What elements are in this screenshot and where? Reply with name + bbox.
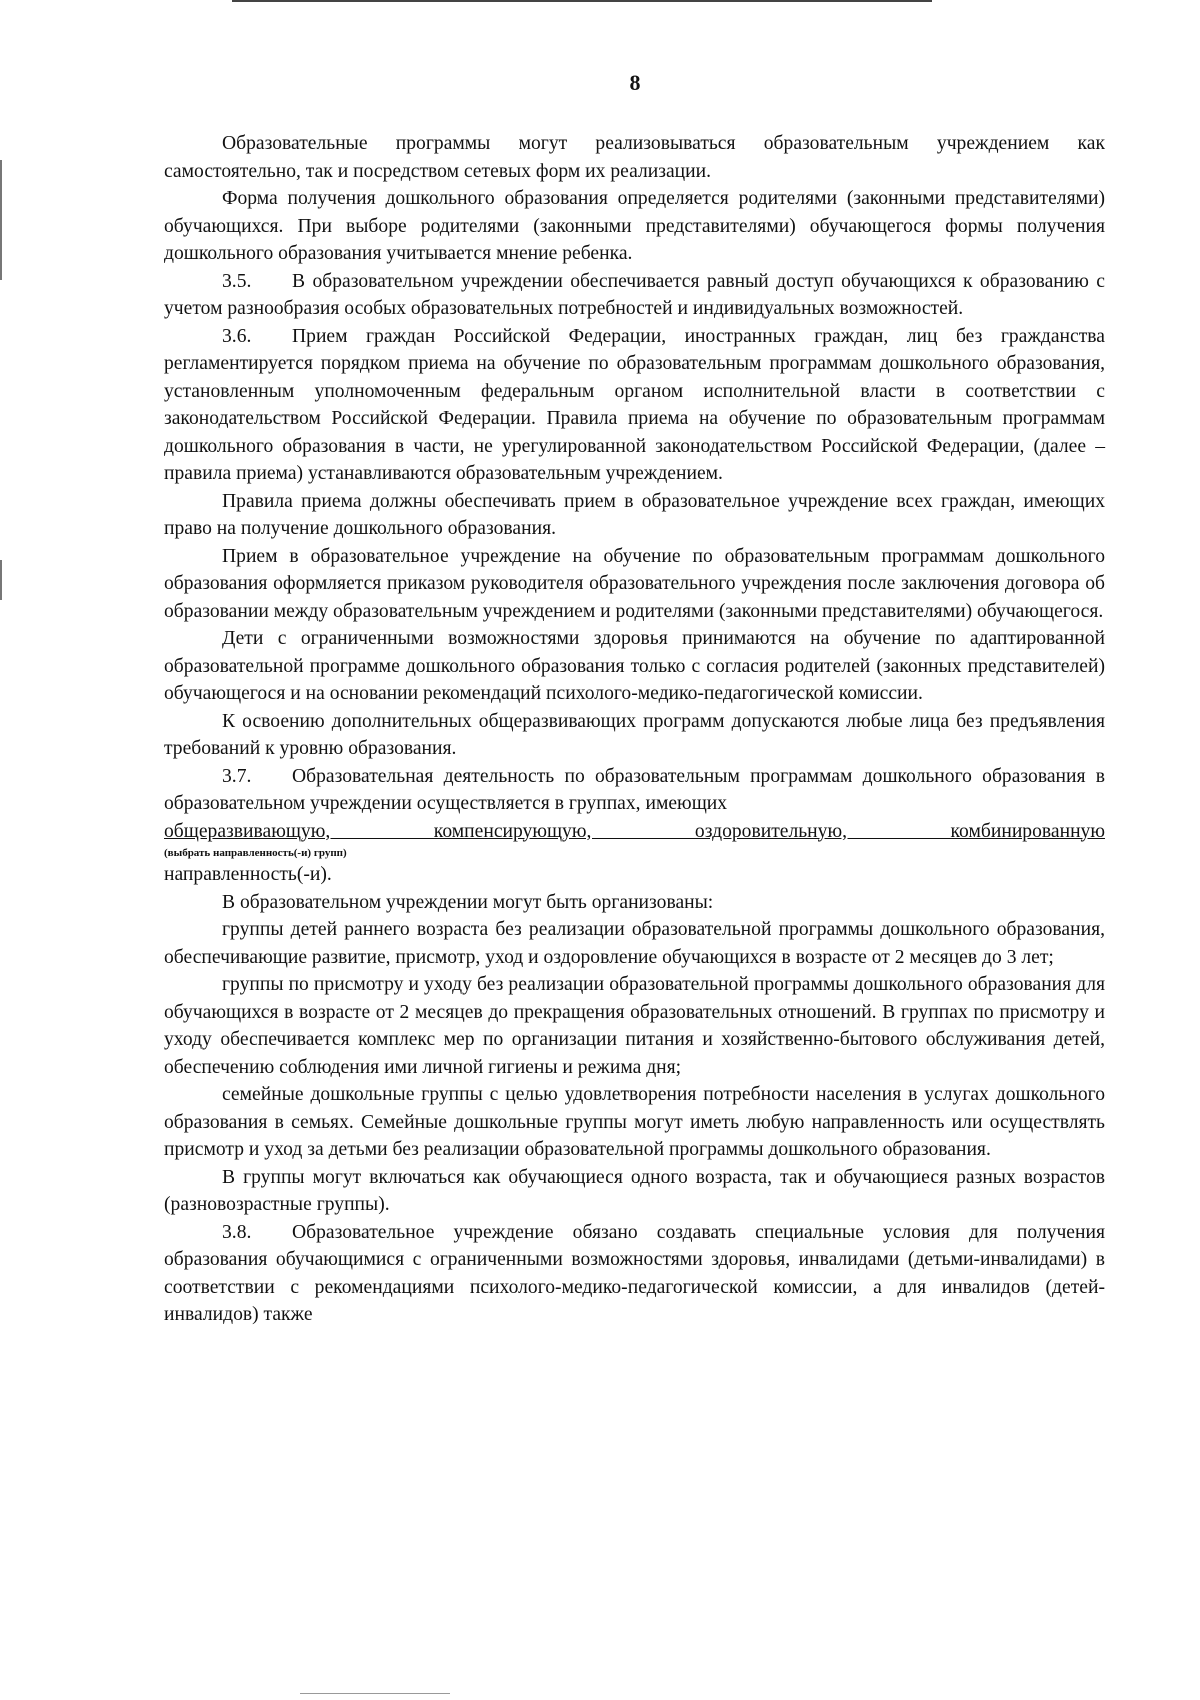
scan-top-line [232, 0, 932, 2]
paragraph: направленность(-и). [164, 864, 332, 885]
clause-3-8 [164, 1219, 1105, 1329]
scan-margin-mark [0, 160, 2, 280]
clause-text: В образовательном учреждении обеспечивается равный доступ обучающихся к образованию с учетом разнообразия особых образовательных потребностей и индивидуальных возможностей. [164, 270, 1105, 319]
directions-footnote: (выбрать направленность(-и) групп) [164, 847, 347, 859]
document-body [164, 130, 1105, 1329]
clause-text: Прием граждан Российской Федерации, иностранных граждан, лиц без гражданства регламентируется порядком приема на обучение по образовательным программам дошкольного образования, установленным уполномоченным федеральным органом исполнительной власти в соответствии с законодательством Российской Федерации. Правила приема на обучение по образовательным программам дошкольного образования в части, не урегулированной законодательством Российской Федерации, (далее – правила приема) устанавливаются образовательным учреждением. [164, 325, 1105, 484]
paragraph: группы по присмотру и уходу без реализации образовательной программы дошкольного образования для обучающихся в возрасте от 2 месяцев до прекращения образовательных отношений. В группах по присмотру и уходу обеспечивается комплекс мер по организации питания и хозяйственно-бытового обслуживания детей, обеспечению соблюдения ими личной гигиены и режима дня; [164, 974, 1105, 1078]
clause-number: 3.5. [222, 270, 252, 292]
clause-3-5 [164, 268, 1105, 323]
paragraph: Форма получения дошкольного образования определяется родителями (законными представителями) обучающихся. При выборе родителями (законными представителями) обучающегося формы получения дошкольного образования учитывается мнение ребенка. [164, 188, 1105, 264]
clause-number: 3.8. [222, 1221, 252, 1243]
clause-number: 3.7. [222, 765, 252, 787]
paragraph: Прием в образовательное учреждение на обучение по образовательным программам дошкольного образования оформляется приказом руководителя образовательного учреждения после заключения договора об образовании между образовательным учреждением и родителями (законными представителями) обучающегося. [164, 545, 1105, 622]
paragraph: Дети с ограниченными возможностями здоровья принимаются на обучение по адаптированной образовательной программе дошкольного образования только с согласия родителей (законных представителей) обучающегося и на основании рекомендаций психолого-медико-педагогической комиссии. [164, 628, 1105, 704]
paragraph: группы детей раннего возраста без реализации образовательной программы дошкольного образования, обеспечивающие развитие, присмотр, уход и оздоровление обучающихся в возрасте от 2 месяцев до 3 лет; [164, 919, 1105, 968]
paragraph: В группы могут включаться как обучающиеся одного возраста, так и обучающиеся разных возрастов (разновозрастные группы). [164, 1166, 1105, 1215]
clause-3-6 [164, 323, 1105, 488]
page-number: 8 [629, 70, 641, 95]
paragraph: Правила приема должны обеспечивать прием в образовательное учреждение всех граждан, имеющих право на получение дошкольного образования. [164, 490, 1105, 539]
clause-number: 3.6. [222, 325, 252, 347]
group-directions: общеразвивающую, компенсирующую, оздоровительную, комбинированную [164, 820, 1105, 842]
clause-3-7 [164, 763, 1105, 818]
clause-text: Образовательное учреждение обязано создавать специальные условия для получения образования обучающимися с ограниченными возможностями здоровья, инвалидами (детьми-инвалидами) в соответствии с рекомендациями психолого-медико-педагогической комиссии, а для инвалидов (детей-инвалидов) также [164, 1221, 1105, 1325]
paragraph: семейные дошкольные группы с целью удовлетворения потребности населения в услугах дошкольного образования в семьях. Семейные дошкольные группы могут иметь любую направленность или осуществлять присмотр и уход за детьми без реализации образовательной программы дошкольного образования. [164, 1084, 1105, 1160]
clause-text: Образовательная деятельность по образовательным программам дошкольного образования в образовательном учреждении осуществляется в группах, имеющих [164, 765, 1105, 814]
paragraph: К освоению дополнительных общеразвивающих программ допускаются любые лица без предъявления требований к уровню образования. [164, 710, 1105, 759]
scan-bottom-line [300, 1693, 450, 1694]
paragraph: Образовательные программы могут реализовываться образовательным учреждением как самостоятельно, так и посредством сетевых форм их реализации. [164, 133, 1105, 182]
scan-margin-mark [0, 560, 2, 600]
paragraph: В образовательном учреждении могут быть организованы: [222, 891, 714, 913]
